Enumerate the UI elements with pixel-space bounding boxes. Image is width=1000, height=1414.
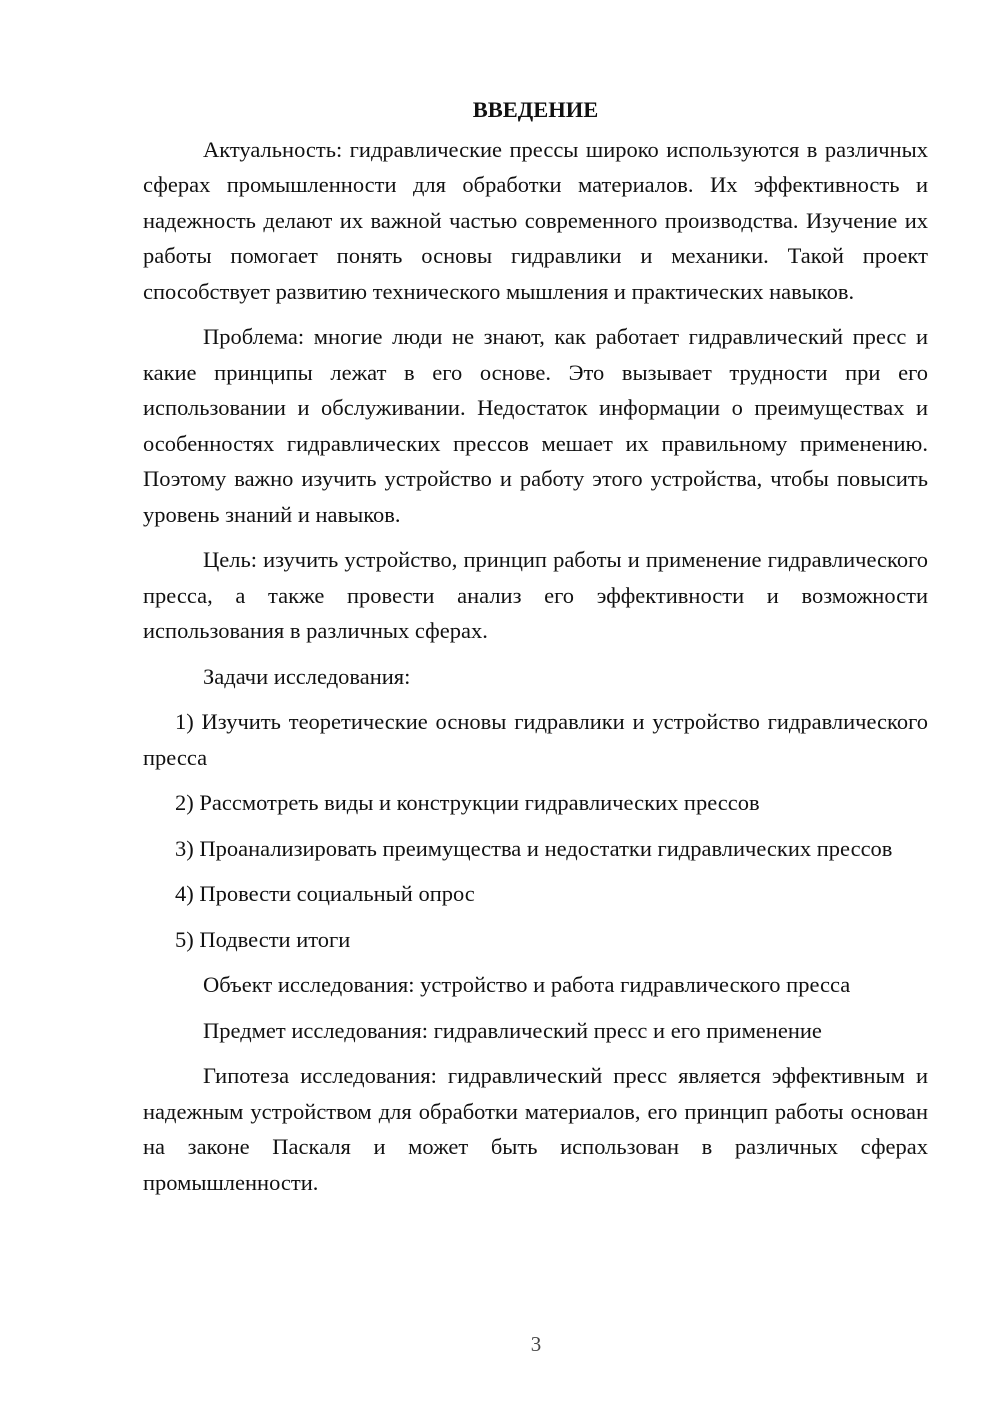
document-body — [143, 92, 928, 1210]
relevance-paragraph: Актуальность: гидравлические прессы широко используются в различных сферах промышленности для обработки материалов. Их эффективность и надежность делают их важной частью современного производства. Изучение их работы помогает понять основы гидравлики и механики. Такой проект способствует развитию технического мышления и практических навыков. — [143, 136, 928, 304]
tasks-heading: Задачи исследования: — [203, 663, 411, 689]
task-item-5: 5) Подвести итоги — [175, 926, 351, 952]
research-object: Объект исследования: устройство и работа гидравлического пресса — [203, 972, 851, 997]
research-subject: Предмет исследования: гидравлический пресс и его применение — [203, 1017, 822, 1043]
task-item-1: 1) Изучить теоретические основы гидравлики и устройство гидравлического пресса — [143, 709, 928, 770]
task-item-2: 2) Рассмотреть виды и конструкции гидравлических прессов — [175, 790, 760, 815]
tasks-list — [143, 704, 928, 957]
page-number: 3 — [530, 1332, 542, 1356]
goal-paragraph: Цель: изучить устройство, принцип работы и применение гидравлического пресса, а также провести анализ его эффективности и возможности использования в различных сферах. — [143, 547, 928, 643]
task-item-4: 4) Провести социальный опрос — [175, 881, 475, 906]
problem-paragraph: Проблема: многие люди не знают, как работает гидравлический пресс и какие принципы лежат в его основе. Это вызывает трудности при его использовании и обслуживании. Недостаток информации о преимуществах и особенностях гидравлических прессов мешает их правильному применению. Поэтому важно изучить устройство и работу этого устройства, чтобы повысить уровень знаний и навыков. — [143, 324, 928, 527]
document-title: ВВЕДЕНИЕ — [472, 97, 599, 122]
task-item-3: 3) Проанализировать преимущества и недостатки гидравлических прессов — [175, 835, 893, 861]
hypothesis-paragraph: Гипотеза исследования: гидравлический пресс является эффективным и надежным устройством для обработки материалов, его принцип работы основан на законе Паскаля и может быть использован в различных сферах промышленности. — [143, 1063, 928, 1195]
